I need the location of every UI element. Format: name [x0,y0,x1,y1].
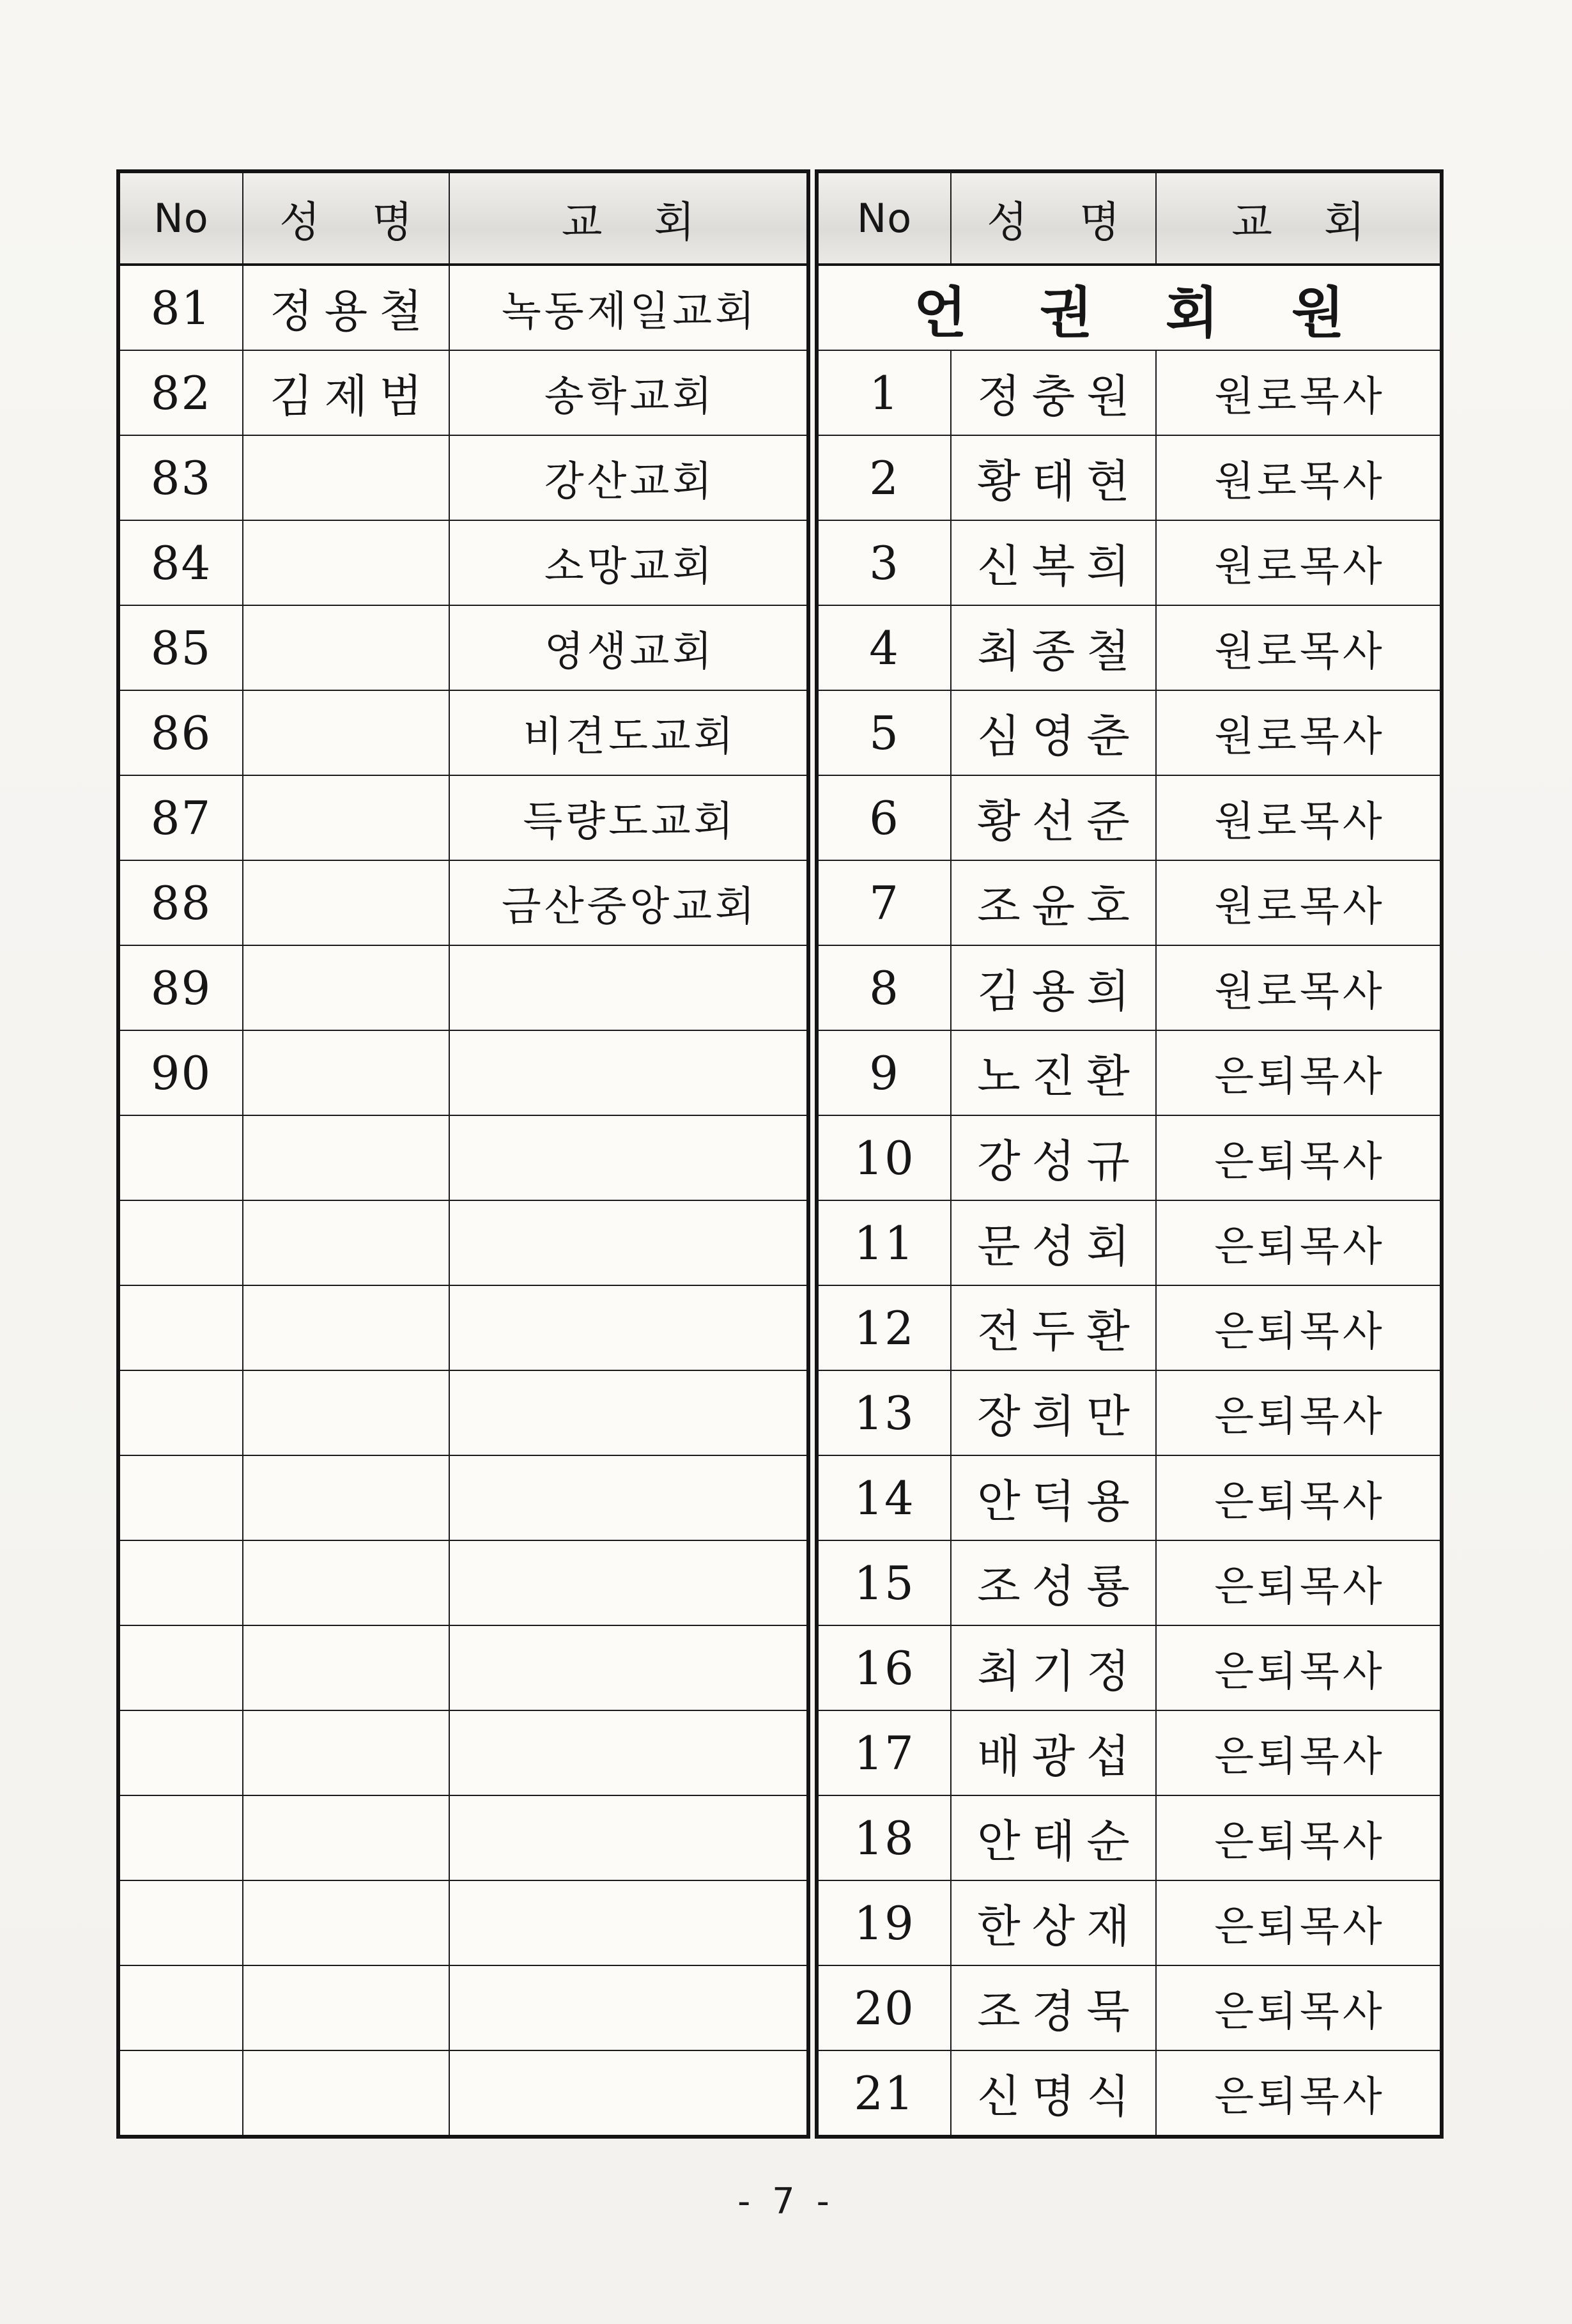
church-name-cell: 원로목사 [1156,775,1442,860]
row-number-cell: 8 [817,945,951,1030]
member-name-cell [243,520,449,605]
member-name-cell: 황선준 [951,775,1156,860]
table-row [118,1795,808,1880]
roster-table-right-header [817,171,1442,265]
member-name-cell: 심영춘 [951,690,1156,775]
church-name-cell: 은퇴목사 [1156,1965,1442,2050]
member-name-cell: 황태현 [951,435,1156,520]
church-name-cell: 녹동제일교회 [449,265,808,350]
row-number-cell: 6 [817,775,951,860]
church-name-cell [449,1965,808,2050]
church-name-cell: 원로목사 [1156,605,1442,690]
table-row [118,775,808,860]
church-name-cell: 은퇴목사 [1156,1795,1442,1880]
church-name-cell [449,1200,808,1285]
table-row [817,775,1442,860]
row-number-cell [118,1115,243,1200]
row-number-cell: 9 [817,1030,951,1115]
member-name-cell [243,605,449,690]
table-row [118,435,808,520]
row-number-cell [118,1795,243,1880]
row-number-cell: 84 [118,520,243,605]
row-number-cell [118,2050,243,2137]
table-row [817,1880,1442,1965]
member-name-cell [243,690,449,775]
row-number-cell [118,1965,243,2050]
row-number-cell: 2 [817,435,951,520]
member-name-cell: 최기정 [951,1625,1156,1710]
church-name-cell: 은퇴목사 [1156,2050,1442,2137]
row-number-cell: 85 [118,605,243,690]
member-name-cell [243,1285,449,1370]
table-row [817,1455,1442,1540]
column-header-church: 교 회 [1156,171,1442,265]
church-name-cell: 영생교회 [449,605,808,690]
header-row [118,171,808,265]
table-row [118,350,808,435]
table-row [118,1880,808,1965]
row-number-cell: 16 [817,1625,951,1710]
table-row [817,605,1442,690]
church-name-cell [449,1030,808,1115]
church-name-cell: 소망교회 [449,520,808,605]
member-name-cell: 문성회 [951,1200,1156,1285]
row-number-cell: 21 [817,2050,951,2137]
church-name-cell: 득량도교회 [449,775,808,860]
table-row [817,1030,1442,1115]
table-row [118,690,808,775]
column-header-no: No [118,171,243,265]
table-row [118,1370,808,1455]
table-row [118,1625,808,1710]
member-name-cell [243,435,449,520]
row-number-cell: 18 [817,1795,951,1880]
table-row [817,1540,1442,1625]
member-name-cell: 정용철 [243,265,449,350]
church-name-cell [449,1880,808,1965]
member-name-cell [243,1880,449,1965]
member-name-cell: 최종철 [951,605,1156,690]
church-name-cell: 은퇴목사 [1156,1455,1442,1540]
row-number-cell [118,1370,243,1455]
member-name-cell: 조윤호 [951,860,1156,945]
church-name-cell: 송학교회 [449,350,808,435]
member-name-cell: 안태순 [951,1795,1156,1880]
member-name-cell [243,775,449,860]
member-name-cell [243,1455,449,1540]
member-name-cell [243,1200,449,1285]
church-name-cell: 원로목사 [1156,520,1442,605]
roster-table-left-header [118,171,808,265]
church-name-cell: 원로목사 [1156,435,1442,520]
member-name-cell [243,1710,449,1795]
roster-table-right [815,169,1444,2139]
row-number-cell [118,1455,243,1540]
church-name-cell [449,2050,808,2137]
row-number-cell [118,1540,243,1625]
row-number-cell: 89 [118,945,243,1030]
page-number: - 7 - [737,2181,835,2222]
member-name-cell: 정충원 [951,350,1156,435]
member-name-cell [243,1030,449,1115]
table-row [118,1710,808,1795]
table-row [817,1115,1442,1200]
church-name-cell: 원로목사 [1156,860,1442,945]
table-row [817,1370,1442,1455]
table-row [118,1540,808,1625]
member-name-cell: 강성규 [951,1115,1156,1200]
table-row [118,945,808,1030]
table-row [817,1285,1442,1370]
row-number-cell: 4 [817,605,951,690]
table-row [817,1795,1442,1880]
table-row [817,520,1442,605]
row-number-cell: 81 [118,265,243,350]
table-row [817,945,1442,1030]
table-row [817,860,1442,945]
table-row [118,1455,808,1540]
table-row [118,605,808,690]
row-number-cell [118,1200,243,1285]
column-header-church: 교 회 [449,171,808,265]
member-name-cell [243,1795,449,1880]
church-name-cell: 은퇴목사 [1156,1540,1442,1625]
column-header-no: No [817,171,951,265]
church-name-cell: 은퇴목사 [1156,1285,1442,1370]
member-name-cell [243,1965,449,2050]
member-name-cell [243,1540,449,1625]
row-number-cell: 19 [817,1880,951,1965]
table-row [118,1030,808,1115]
church-name-cell: 강산교회 [449,435,808,520]
church-name-cell [449,1285,808,1370]
church-name-cell [449,1455,808,1540]
row-number-cell: 87 [118,775,243,860]
member-name-cell: 조성룡 [951,1540,1156,1625]
church-name-cell: 은퇴목사 [1156,1115,1442,1200]
table-row [817,1965,1442,2050]
church-name-cell: 원로목사 [1156,350,1442,435]
member-name-cell: 한상재 [951,1880,1156,1965]
table-row [817,435,1442,520]
row-number-cell: 13 [817,1370,951,1455]
church-name-cell [449,1370,808,1455]
roster-table-left-body [118,265,808,2137]
table-row [817,1710,1442,1795]
row-number-cell [118,1710,243,1795]
table-row [118,860,808,945]
member-name-cell [243,1115,449,1200]
table-row [817,1625,1442,1710]
table-row [118,2050,808,2137]
member-name-cell: 김용희 [951,945,1156,1030]
table-row [817,1200,1442,1285]
church-name-cell [449,1540,808,1625]
table-row [118,1200,808,1285]
row-number-cell: 11 [817,1200,951,1285]
row-number-cell: 15 [817,1540,951,1625]
row-number-cell: 90 [118,1030,243,1115]
row-number-cell [118,1625,243,1710]
church-name-cell: 은퇴목사 [1156,1030,1442,1115]
church-name-cell: 은퇴목사 [1156,1710,1442,1795]
member-name-cell [243,2050,449,2137]
row-number-cell: 1 [817,350,951,435]
member-name-cell: 신명식 [951,2050,1156,2137]
row-number-cell: 12 [817,1285,951,1370]
church-name-cell: 은퇴목사 [1156,1200,1442,1285]
church-name-cell: 금산중앙교회 [449,860,808,945]
church-name-cell [449,1795,808,1880]
roster-table-left [116,169,810,2139]
table-row [118,1285,808,1370]
row-number-cell: 88 [118,860,243,945]
church-name-cell [449,1625,808,1710]
member-roster-tables [116,169,1444,2139]
row-number-cell: 17 [817,1710,951,1795]
section-title-row [817,265,1442,350]
row-number-cell: 7 [817,860,951,945]
table-row [118,1965,808,2050]
table-row [817,2050,1442,2137]
section-title: 언 권 회 원 [817,265,1442,350]
member-name-cell: 장희만 [951,1370,1156,1455]
member-name-cell: 노진환 [951,1030,1156,1115]
row-number-cell: 82 [118,350,243,435]
row-number-cell: 86 [118,690,243,775]
member-name-cell [243,860,449,945]
column-header-name: 성 명 [243,171,449,265]
table-row [118,1115,808,1200]
table-row [817,690,1442,775]
member-name-cell [243,1625,449,1710]
member-name-cell: 조경묵 [951,1965,1156,2050]
row-number-cell: 20 [817,1965,951,2050]
row-number-cell: 5 [817,690,951,775]
table-row [118,520,808,605]
member-name-cell: 안덕용 [951,1455,1156,1540]
member-name-cell [243,945,449,1030]
church-name-cell [449,1710,808,1795]
church-name-cell: 은퇴목사 [1156,1370,1442,1455]
column-header-name: 성 명 [951,171,1156,265]
member-name-cell: 배광섭 [951,1710,1156,1795]
church-name-cell: 은퇴목사 [1156,1625,1442,1710]
member-name-cell: 신복희 [951,520,1156,605]
member-name-cell: 김제범 [243,350,449,435]
row-number-cell: 10 [817,1115,951,1200]
church-name-cell: 은퇴목사 [1156,1880,1442,1965]
table-row [817,350,1442,435]
table-row [118,265,808,350]
member-name-cell: 전두환 [951,1285,1156,1370]
header-row [817,171,1442,265]
church-name-cell [449,945,808,1030]
church-name-cell: 원로목사 [1156,945,1442,1030]
row-number-cell: 83 [118,435,243,520]
roster-table-right-body [817,265,1442,2137]
church-name-cell: 원로목사 [1156,690,1442,775]
church-name-cell: 비견도교회 [449,690,808,775]
row-number-cell: 14 [817,1455,951,1540]
member-name-cell [243,1370,449,1455]
row-number-cell: 3 [817,520,951,605]
church-name-cell [449,1115,808,1200]
row-number-cell [118,1285,243,1370]
row-number-cell [118,1880,243,1965]
